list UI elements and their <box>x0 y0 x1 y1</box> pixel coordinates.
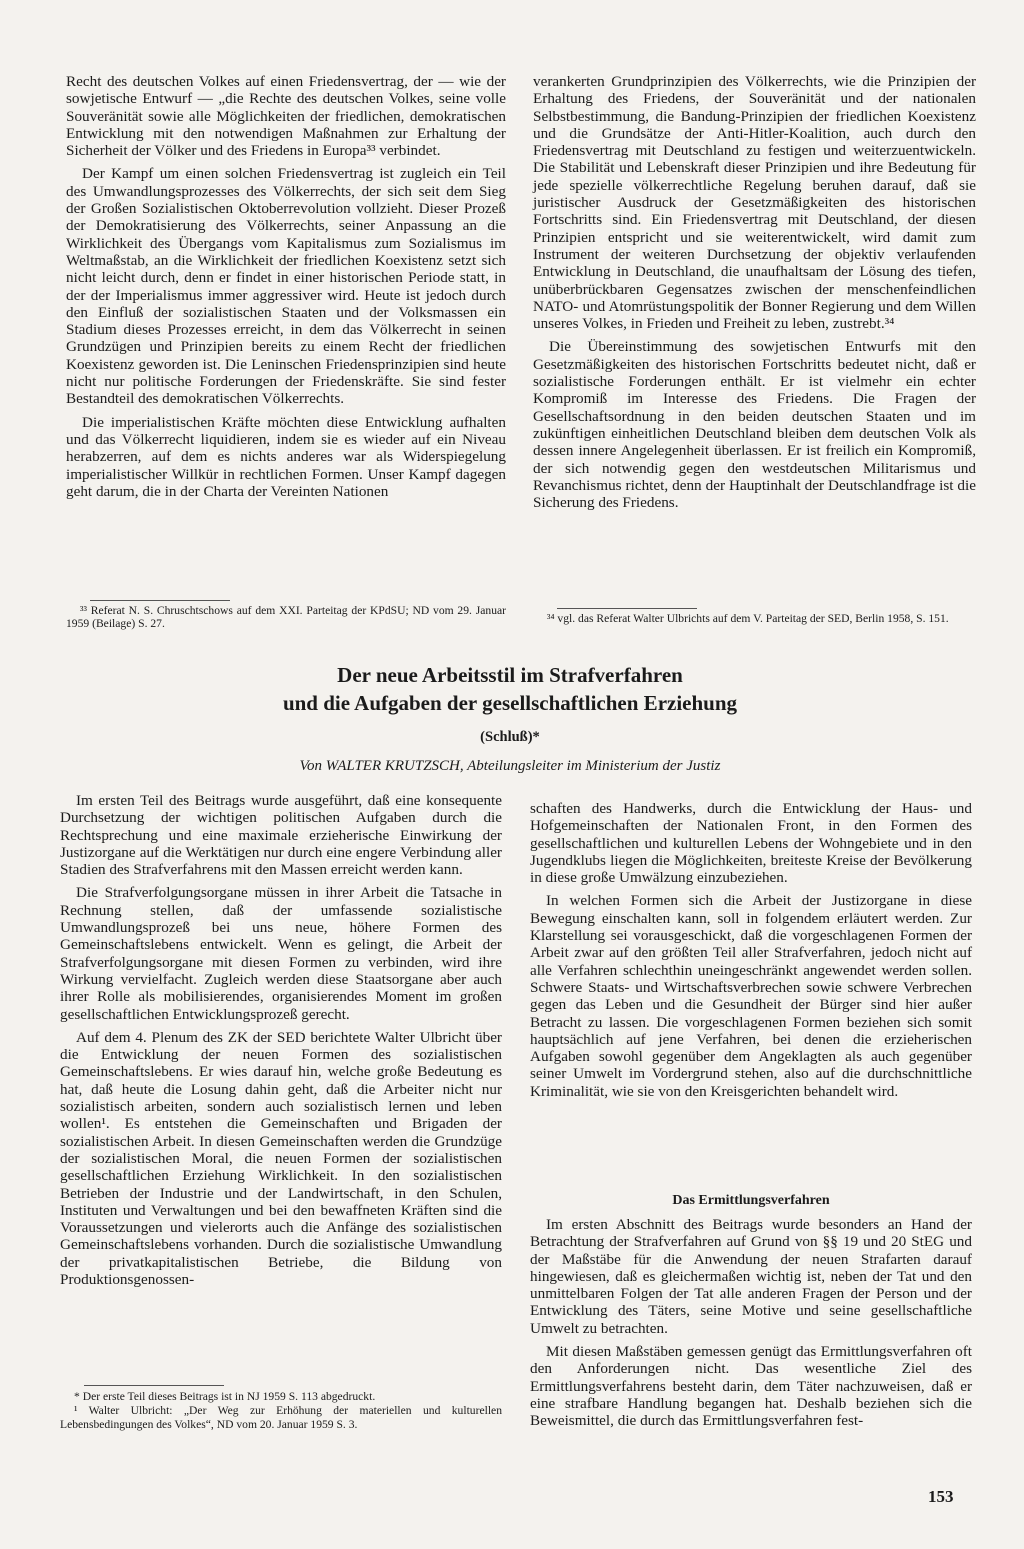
top-right-column <box>533 73 976 517</box>
paragraph: Die Übereinstimmung des sowjetischen Entwurfs mit den Gesetzmäßigkeiten des historischen Fortschritts bedeutet nicht, daß er sozialistische Forderungen enthält. Er ist vielmehr ein echter Kompromiß im Interesse des Friedens. Die Fragen der Gesellschaftsordnung in den beiden deutschen Staaten und im zukünftigen einheitlichen Deutschland bleiben dem deutschen Volk als dessen innere Angelegenheit überlassen. Er ist freilich ein Kompromiß, der sich notwendig gegen den westdeutschen Militarismus und Revanchismus richtet, denn der Hauptinhalt der Deutschlandfrage ist die Sicherung des Friedens. <box>533 338 976 512</box>
top-left-column <box>66 73 506 506</box>
footnote-34-text: ³⁴ vgl. das Referat Walter Ulbrichts auf dem V. Parteitag der SED, Berlin 1958, S. 151. <box>547 612 949 625</box>
footnote-33 <box>66 604 506 632</box>
article-footnotes <box>60 1390 502 1432</box>
article-left-column <box>60 792 502 1294</box>
paragraph: Im ersten Abschnitt des Beitrags wurde besonders an Hand der Betrachtung der Strafverfahren auf Grund von §§ 19 und 20 StEG und der Maßstäbe für die Anwendung der neuen Strafarten darauf hingewiesen, daß es gleichermaßen wichtig ist, neben der Tat und den unmittelbaren Folgen der Tat alle anderen Fragen der Person und der Entwicklung des Täters, seine Motive und seine gesellschaftliche Umwelt zu betrachten. <box>530 1216 972 1337</box>
paragraph: Auf dem 4. Plenum des ZK der SED berichtete Walter Ulbricht über die Entwicklung der neuen Formen des sozialistischen Gemeinschaftslebens. Er wies darauf hin, welche große Bedeutung es hat, daß heute die Losung dahin geht, daß die Arbeiter nicht nur sozialistisch arbeiten, sondern auch sozialistisch lernen und leben wollen¹. Es entstehen die Gemeinschaften und Brigaden der sozialistischen Arbeit. In diesen Gemeinschaften werden die Grundzüge der sozialistischen Moral, die neuen Formen der sozialistischen gesellschaftlichen Erziehung Wirklichkeit. In den sozialistischen Betrieben der Industrie und der Landwirtschaft, in den Schulen, Instituten und Verwaltungen und bei den bewaffneten Kräften sind die Voraussetzungen und vielerorts auch die Anfänge des sozialistischen Gemeinschaftslebens vorhanden. Durch die sozialistische Umwandlung der privatkapitalistischen Betriebe, die Bildung von Produktionsgenossen- <box>60 1028 502 1289</box>
footnote-1: ¹ Walter Ulbricht: „Der Weg zur Erhöhung der materiellen und kulturellen Lebensbedingungen des Volkes“, ND vom 20. Januar 1959 S. 3. <box>60 1404 502 1431</box>
footnote-34 <box>533 612 976 626</box>
paragraph: Der Kampf um einen solchen Friedensvertrag ist zugleich ein Teil des Umwandlungsprozesses des Völkerrechts, der sich seit dem Sieg der Großen Sozialistischen Oktoberrevolution vollzieht. Dieser Prozeß der Demokratisierung des Völkerrechts, seiner Anpassung an die Wirklichkeit des Übergangs vom Kapitalismus zum Sozialismus im Weltmaßstab, an die Wirklichkeit der friedlichen Koexistenz setzt sich nicht leicht durch, denn er findet in einer historischen Periode statt, in der der Imperialismus immer aggressiver wird. Heute ist jedoch durch den Einfluß der sozialistischen Staaten und der Volksmassen ein Stadium dieses Prozesses erreicht, in dem das Völkerrecht in seinen Grundzügen und Prinzipien bereits zu einem Recht der friedlichen Koexistenz geworden ist. Die Leninschen Friedensprinzipien sind heute nicht nur politische Forderungen der Friedenskräfte. Sie sind fester Bestandteil des demokratischen Völkerrechts. <box>66 165 506 408</box>
footnote-star: * Der erste Teil dieses Beitrags ist in NJ 1959 S. 113 abgedruckt. <box>74 1390 376 1403</box>
article-right-column <box>530 800 972 1106</box>
section-heading: Das Ermittlungsverfahren <box>672 1193 830 1208</box>
paragraph: Die imperialistischen Kräfte möchten diese Entwicklung aufhalten und das Völkerrecht liquidieren, indem sie es wieder auf ein Niveau herabzerren, auf dem es nichts anderes war als Widerspiegelung imperialistischer Willkür in rechtlichen Formen. Unser Kampf dagegen geht darum, die in der Charta der Vereinten Nationen <box>66 413 506 500</box>
footnote-rule-top-right <box>557 608 697 609</box>
footnote-33-text: ³³ Referat N. S. Chruschtschows auf dem XXI. Parteitag der KPdSU; ND vom 29. Januar 1959 (Beilage) S. 27. <box>66 604 506 631</box>
paragraph: Recht des deutschen Volkes auf einen Friedensvertrag, der — wie der sowjetische Entwurf — „die Rechte des deutschen Volkes, seine volle Souveränität sowie alle Möglichkeiten der friedlichen, demokratischen Entwicklung mit den notwendigen Maßnahmen zur Erhaltung der Sicherheit der Völker und des Friedens in Europa³³ verbindet. <box>66 73 506 160</box>
paragraph: Im ersten Teil des Beitrags wurde ausgeführt, daß eine konsequente Durchsetzung der wichtigen politischen Aufgaben durch die Rechtsprechung und eine maximale erzieherische Einwirkung der Justizorgane auf die Werktätigen nur durch eine engere Verbindung aller Stadien des Strafverfahrens mit den Massen erreicht werden kann. <box>60 792 502 879</box>
section-body <box>530 1216 972 1436</box>
paragraph: Mit diesen Maßstäben gemessen genügt das Ermittlungsverfahren oft den Anforderungen nicht. Das wesentliche Ziel des Ermittlungsverfahrens besteht darin, dem Täter nachzuweisen, daß er eine strafbare Handlung begangen hat. Deshalb beziehen sich die Beweismittel, die durch das Ermittlungsverfahren fest- <box>530 1343 972 1430</box>
paragraph: verankerten Grundprinzipien des Völkerrechts, wie die Prinzipien der Erhaltung des Friedens, der Souveränität und der nationalen Selbstbestimmung, die Bandung-Prinzipien der friedlichen Koexistenz und die Grundsätze der Anti-Hitler-Koalition, auch durch den Friedensvertrag mit Deutschland zu festigen und weiterzuentwickeln. Die Stabilität und Lebenskraft dieser Prinzipien und ihre Bedeutung für jede spezielle völkerrechtliche Regelung beruhen darauf, daß sie juristischer Ausdruck der Gesetzmäßigkeiten des historischen Fortschritts sind. Ein Friedensvertrag mit Deutschland, der diesen Prinzipien entspricht und sie weiterentwickelt, wird damit zum Instrument der weiteren Durchsetzung der objektiv verlaufenden Entwicklung in Deutschland, die unaufhaltsam der Lösung des tiefen, unüberbrückbaren Gegensatzes zwischen der menschenfeindlichen NATO- und Atomrüstungspolitik der Bonner Regierung und dem Willen unseres Volkes, in Frieden und Freiheit zu leben, zustrebt.³⁴ <box>533 73 976 333</box>
article-title-line-1: Der neue Arbeitsstil im Strafverfahren <box>337 663 683 687</box>
footnote-rule-top-left <box>90 600 230 601</box>
article-title <box>80 661 940 717</box>
article-subtitle: (Schluß)* <box>480 729 540 745</box>
paragraph: Die Strafverfolgungsorgane müssen in ihrer Arbeit die Tatsache in Rechnung stellen, daß der umfassende sozialistische Umwandlungsprozeß bei uns neue, höhere Formen des Gemeinschaftslebens entwickelt. Wenn es gelingt, die Arbeit der Strafverfolgungsorgane mit diesen Formen zu verbinden, wird ihre Wirkung vervielfacht. Zugleich werden diese Staatsorgane aber auch ihrer Rolle als mobilisierendes, organisierendes Moment im großen gesellschaftlichen Entwicklungsprozeß gerecht. <box>60 884 502 1023</box>
paragraph: schaften des Handwerks, durch die Entwicklung der Haus- und Hofgemeinschaften der Nationalen Front, in den Formen des gesellschaftlichen und kulturellen Lebens der Wohngebiete und in den Jugendklubs liegen die Möglichkeiten, breiteste Kreise der Bevölkerung in diese große Umwälzung einzubeziehen. <box>530 800 972 887</box>
page-number: 153 <box>928 1487 954 1506</box>
footnote-rule-article <box>84 1385 224 1386</box>
article-title-line-2: und die Aufgaben der gesellschaftlichen Erziehung <box>282 691 738 715</box>
paragraph: In welchen Formen sich die Arbeit der Justizorgane in diese Bewegung einschalten kann, soll in folgendem erläutert werden. Zur Klarstellung sei vorausgeschickt, daß die vorgeschlagenen Formen der Arbeit zwar auf den größten Teil aller Strafverfahren, jedoch nicht auf alle Verfahren schlechthin uneingeschränkt angewendet werden sollen. Schwere Staats- und Wirtschaftsverbrechen sowie schwere Verbrechen gegen das Leben und die Gesundheit der Bürger sind hier außer Betracht zu lassen. Die vorgeschlagenen Formen beziehen sich somit hauptsächlich auf jene Verfahren, bei denen die erzieherischen Aufgaben sowohl gegenüber dem Angeklagten als auch gegenüber seiner Umwelt im Vordergrund stehen, also auf die durchschnittliche Kriminalität, wie sie von den Kreisgerichten behandelt wird. <box>530 892 972 1100</box>
article-byline: Von WALTER KRUTZSCH, Abteilungsleiter im Ministerium der Justiz <box>299 758 721 774</box>
